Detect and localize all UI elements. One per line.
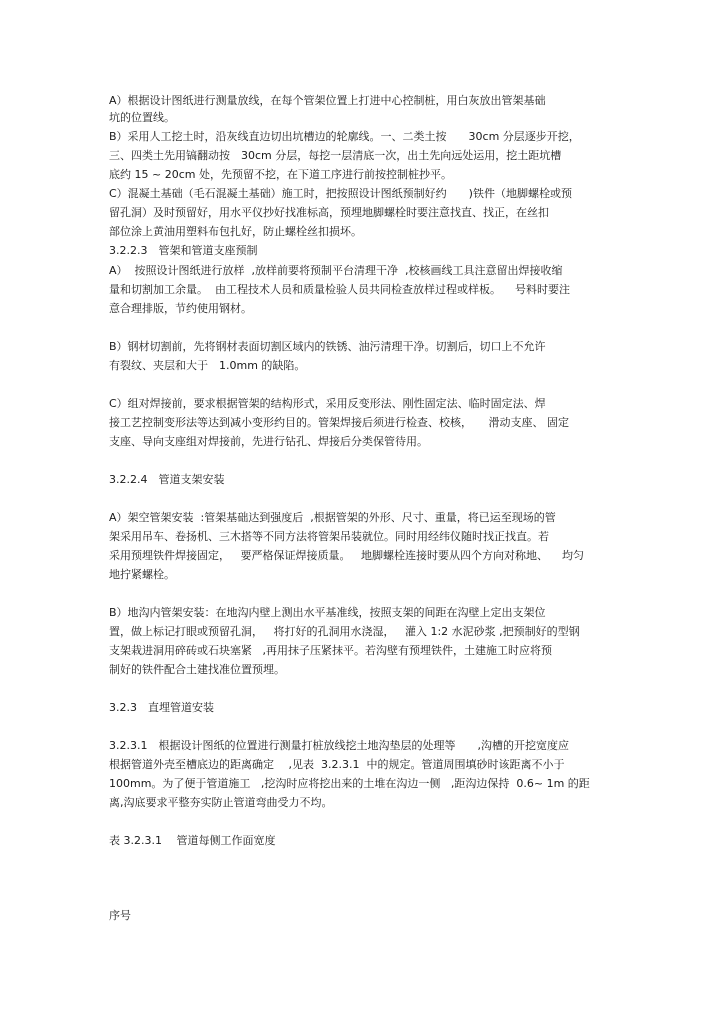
- text-line: 架采用吊车、卷扬机、三木搭等不同方法将管架吊装就位。同时用经纬仪随时找正找直。若: [109, 530, 549, 543]
- text-line: B）钢材切割前，先将钢材表面切割区域内的铁锈、油污清理干净。切割后，切口上不允许: [109, 340, 546, 353]
- text-line: 3.2.3.1 根据设计图纸的位置进行测量打桩放线挖土地沟垫层的处理等 ,沟槽的开挖宽度应: [109, 739, 569, 752]
- text-line: 接工艺控制变形法等达到减小变形约目的。管架焊接后须进行检查、校核， 滑动支座、 固定: [109, 416, 569, 429]
- text-line: 三、四类土先用镐翻动按 30cm 分层，每挖一层清底一次，出土先向远处运用，挖土距坑槽: [109, 149, 562, 162]
- text-line: 意合理排版，节约使用钢材。: [109, 302, 252, 315]
- text-line: B）地沟内管架安装：在地沟内壁上测出水平基准线，按照支架的间距在沟壁上定出支架位: [109, 606, 546, 619]
- text-line: 离,沟底要求平整夯实防止管道弯曲受力不均。: [109, 796, 333, 809]
- table-caption: 表 3.2.3.1 管道每侧工作面宽度: [109, 834, 276, 847]
- text-line: A） 按照设计图纸进行放样 ,放样前要将预制平台清理干净 ,校核画线工具注意留出焊接收缩: [109, 264, 563, 277]
- section-heading: 3.2.2.3 管架和管道支座预制: [109, 244, 258, 257]
- text-line: C）组对焊接前，要求根据管架的结构形式，采用反变形法、刚性固定法、临时固定法、焊: [109, 397, 546, 410]
- text-line: 置，做上标记打眼或预留孔洞， 将打好的孔洞用水浇湿， 灌入 1:2 水泥砂浆 ,把预制好的型钢: [109, 625, 580, 638]
- text-line: 有裂纹、夹层和大于 1.0mm 的缺陷。: [109, 359, 306, 372]
- text-line: B）采用人工挖土时，沿灰线直边切出坑槽边的轮廓线。一、二类土按 30cm 分层逐步开挖，: [109, 130, 580, 143]
- text-line: 留孔洞）及时预留好，用水平仪抄好找准标高，预埋地脚螺栓时要注意找直、找正，在丝扣: [109, 206, 549, 219]
- text-line: 地拧紧螺栓。: [109, 568, 175, 581]
- text-line: 部位涂上黄油用塑料布包扎好，防止螺栓丝扣损坏。: [109, 225, 362, 238]
- text-line: 支架栽进洞用碎砖或石块塞紧 ,再用抹子压紧抹平。若沟壁有预埋铁件，土建施工时应将预: [109, 644, 552, 657]
- text-line: 采用预埋铁件焊接固定， 要严格保证焊接质量。 地脚螺栓连接时要从四个方向对称地、 均匀: [109, 549, 584, 562]
- text-line: 支座、导向支座组对焊接前，先进行钻孔、焊接后分类保管待用。: [109, 435, 428, 448]
- text-line: A）根据设计图纸进行测量放线，在每个管架位置上打进中心控制桩，用白灰放出管架基础: [109, 94, 546, 107]
- text-line: 量和切割加工余量。 由工程技术人员和质量检验人员共同检查放样过程或样板。 号料时要注: [109, 283, 570, 296]
- text-line: C）混凝土基础（毛石混凝土基础）施工时，把按照设计图纸预制好约 )铁件（地脚螺栓或预: [109, 187, 572, 200]
- text-line: A）架空管架安装 :管架基础达到强度后 ,根据管架的外形、尺寸、重量，将已运至现场的管: [109, 511, 556, 524]
- text-line: 制好的铁件配合土建找准位置预埋。: [109, 663, 285, 676]
- table-header-cell: 序号: [109, 909, 131, 922]
- section-heading: 3.2.2.4 管道支架安装: [109, 473, 225, 486]
- text-line: 底约 15 ~ 20cm 处，先预留不挖，在下道工序进行前按控制桩抄平。: [109, 168, 452, 181]
- text-line: 100mm。为了便于管道施工 ,挖沟时应将挖出来的土堆在沟边一侧 ,距沟边保持 0.6~ 1m 的距: [109, 777, 590, 790]
- section-heading: 3.2.3 直埋管道安装: [109, 701, 214, 714]
- text-line: 根据管道外壳至槽底边的距离确定 ,见表 3.2.3.1 中的规定。管道周围填砂时该距离不小于: [109, 758, 565, 771]
- text-line: 坑的位置线。: [109, 111, 175, 124]
